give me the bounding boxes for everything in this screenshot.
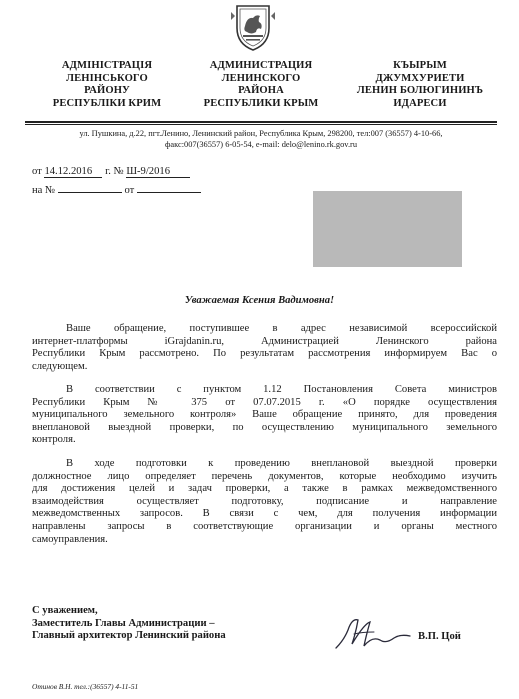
- redacted-recipient-block: [313, 191, 462, 267]
- incoming-date: [137, 192, 201, 193]
- outgoing-date: 14.12.2016: [44, 166, 102, 178]
- paragraph-2: В соответствии с пунктом 1.12 Постановления Совета министров Республики Крым № 375 от 07.07.2015 г. «О порядке осуществления муниципального земельного контроля» Ваше обращение принято, для проведения внеплановой выездной проверки, по осуществлению муниципального земельного контроля.: [32, 384, 497, 446]
- header-rule: [25, 121, 497, 123]
- outgoing-number: Ш-9/2016: [126, 166, 190, 178]
- executor-contact: Отинов В.Н. тел.:(36557) 4-11-51: [32, 682, 139, 691]
- paragraph-3: В ходе подготовки к проведению внеплановой выездной проверки должностное лицо определяет перечень документов, которые необходимо изучить для достижения целей и задач проверки, а также в рамках межведомственного взаимодействия осуществляет подготовку, подписание и направление межведомственных запросов. В связи с чем, для получения информации направлены запросы в соответствующие организации и органы местного самоуправления.: [32, 458, 497, 545]
- header-crimean-tatar: КЪЫРЫМ ДЖУМХУРИЕТИ ЛЕНИН БОЛЮГИНИНЪ ИДАРЕСИ: [356, 60, 484, 109]
- incoming-number: [58, 192, 122, 193]
- crimea-coat-of-arms-icon: [229, 2, 277, 52]
- address-block: ул. Пушкина, д.22, пгт.Ленино, Ленинский район, Республика Крым, 298200, тел:007 (36557) 4-10-66, факс:007(36557) 6-05-54, e-mail: delo@lenino.rk.gov.ru: [79, 129, 443, 149]
- header-ukrainian: АДМІНІСТРАЦІЯ ЛЕНІНСЬКОГО РАЙОНУ РЕСПУБЛІКИ КРИМ: [52, 60, 162, 109]
- incoming-reference: на № от: [32, 185, 201, 196]
- salutation: Уважаемая Ксения Вадимовна!: [184, 295, 335, 306]
- signatory-name: В.П. Цой: [418, 631, 461, 642]
- header-rule-thin: [25, 124, 497, 125]
- signature-block: С уважением, Заместитель Главы Администрации – Главный архитектор Ленинский района: [32, 605, 226, 642]
- handwritten-signature-icon: [330, 610, 416, 654]
- header-russian: АДМИНИСТРАЦИЯ ЛЕНИНСКОГО РАЙОНА РЕСПУБЛИКИ КРЫМ: [203, 60, 319, 109]
- paragraph-1: Ваше обращение, поступившее в адрес независимой всероссийской интернет-платформы iGrajdanin.ru, Администрацией Ленинского района Республики Крым рассмотрено. По результатам рассмотрения информируем Вас о следующем.: [32, 323, 497, 372]
- outgoing-reference: от 14.12.2016 г. № Ш-9/2016: [32, 166, 190, 178]
